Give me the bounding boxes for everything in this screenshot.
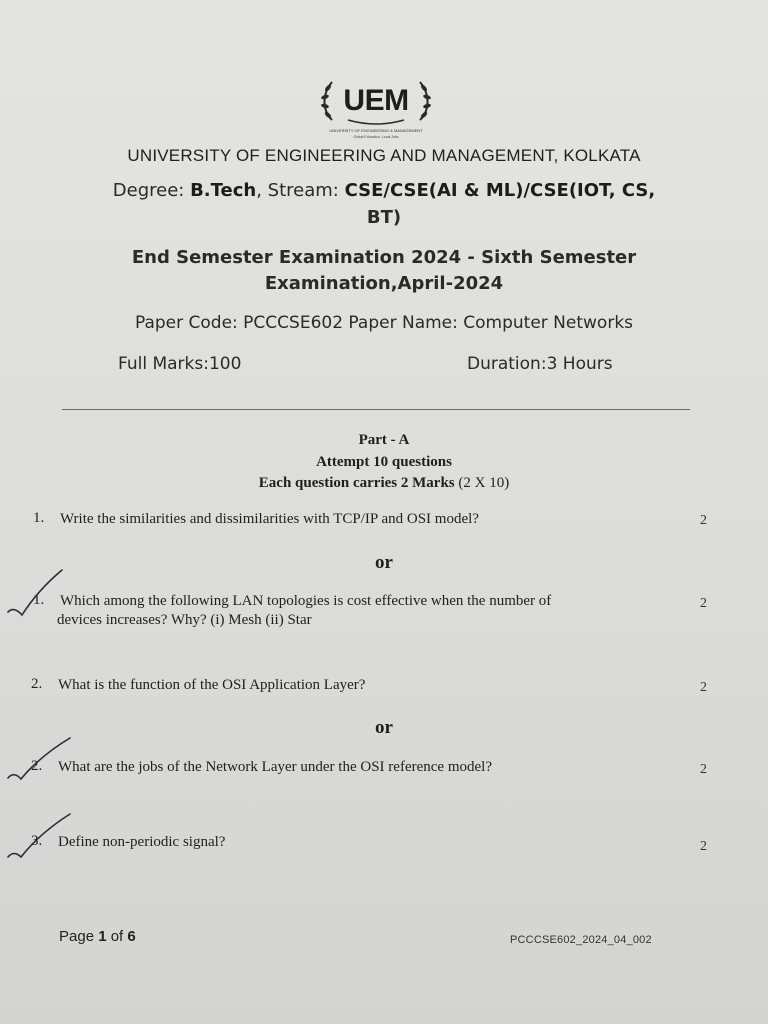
- full-marks: Full Marks:100: [118, 354, 242, 374]
- question-marks: 2: [700, 680, 707, 695]
- page-number: Page 1 of 6: [59, 928, 136, 945]
- question-marks: 2: [700, 839, 707, 854]
- question-number: 1.: [33, 510, 45, 526]
- duration: Duration:3 Hours: [467, 354, 613, 374]
- degree-label: Degree:: [112, 180, 191, 201]
- question-text-continued: devices increases? Why? (i) Mesh (ii) Star: [57, 612, 312, 628]
- exam-title-line-1: End Semester Examination 2024 - Sixth Semester: [131, 247, 637, 268]
- question-text: What are the jobs of the Network Layer under the OSI reference model?: [58, 759, 492, 775]
- question-marks: 2: [700, 762, 707, 777]
- logo-tagline-2: Global Education, Local Jobs: [353, 135, 399, 139]
- university-name: UNIVERSITY OF ENGINEERING AND MANAGEMENT, KOLKATA: [127, 146, 641, 165]
- attempt-instruction: Attempt 10 questions: [316, 454, 452, 470]
- stream-value: CSE/CSE(AI & ML)/CSE(IOT, CS,: [344, 180, 656, 201]
- paper-code-name: Paper Code: PCCCSE602 Paper Name: Computer Networks: [134, 313, 634, 333]
- logo-tagline-1: UNIVERSITY OF ENGINEERING & MANAGEMENT: [329, 128, 423, 133]
- degree-value: B.Tech: [190, 180, 257, 201]
- header-divider: [62, 409, 690, 410]
- marks-instruction: [0, 475, 768, 492]
- university-logo: [318, 70, 434, 146]
- question-text: What is the function of the OSI Application Layer?: [58, 677, 366, 693]
- stream-label: , Stream:: [256, 180, 345, 201]
- exam-title-line-2: Examination,April-2024: [264, 273, 504, 294]
- logo-wordmark: UEM: [343, 84, 409, 117]
- question-number: 2.: [31, 758, 43, 774]
- question-text: Write the similarities and dissimilarities with TCP/IP and OSI model?: [60, 511, 479, 527]
- question-marks: 2: [700, 513, 707, 528]
- marks-instruction-rest: (2 X 10): [454, 475, 510, 491]
- or-separator: or: [375, 717, 393, 738]
- degree-stream-line: [0, 180, 768, 201]
- question-text: Which among the following LAN topologies is cost effective when the number of: [60, 593, 552, 609]
- paper-reference-code: PCCCSE602_2024_04_002: [510, 934, 652, 946]
- or-separator: or: [375, 552, 393, 573]
- question-number: 3.: [31, 833, 43, 849]
- part-title: Part - A: [358, 432, 410, 448]
- question-number: 1.: [33, 592, 45, 608]
- stream-value-continued: BT): [366, 207, 402, 228]
- marks-instruction-bold: Each question carries 2 Marks: [258, 475, 455, 491]
- question-text: Define non-periodic signal?: [58, 834, 226, 850]
- question-number: 2.: [31, 676, 43, 692]
- question-marks: 2: [700, 596, 707, 611]
